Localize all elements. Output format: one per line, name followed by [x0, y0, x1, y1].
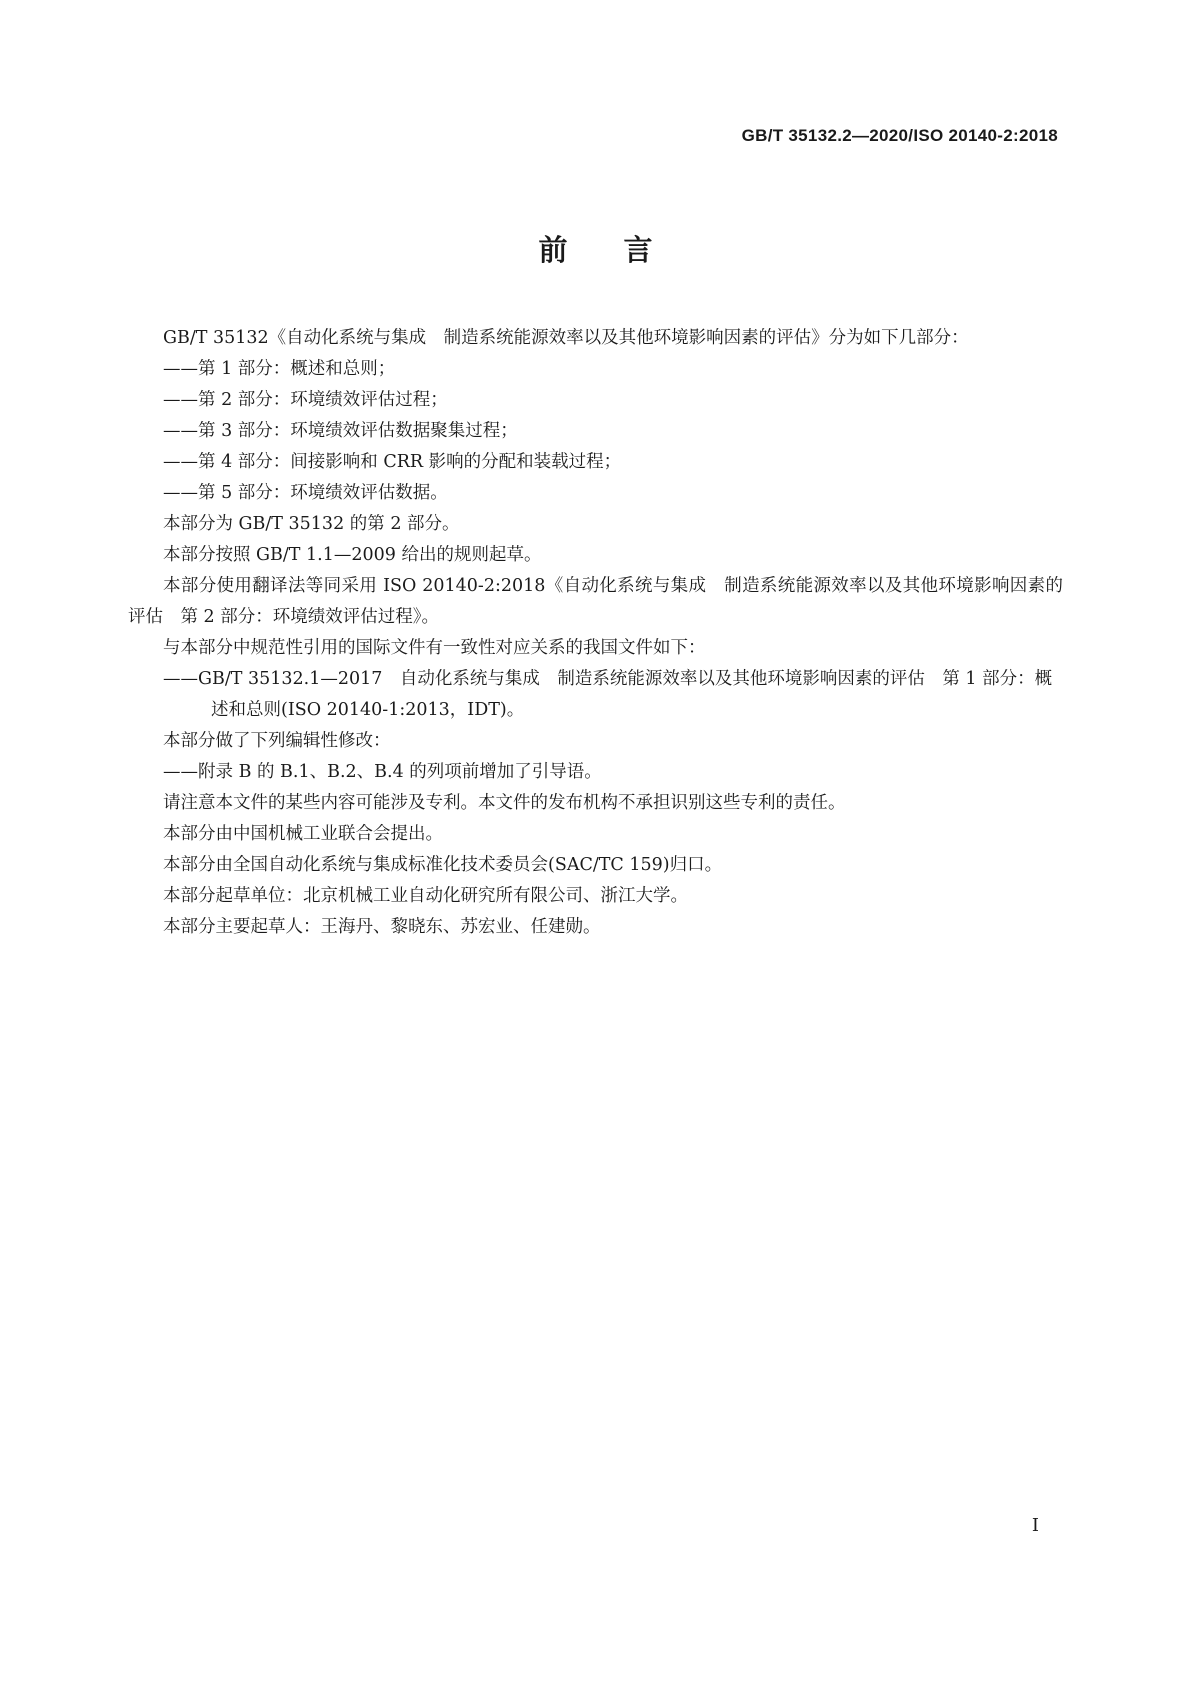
part-list-item: ——第 5 部分：环境绩效评估数据。 [163, 483, 448, 503]
editorial-list-item: ——附录 B 的 B.1、B.2、B.4 的列项前增加了引导语。 [163, 762, 602, 782]
this-part-paragraph: 本部分为 GB/T 35132 的第 2 部分。 [163, 514, 460, 534]
page-title: 前言 [538, 233, 709, 267]
part-list-item: ——第 4 部分：间接影响和 CRR 影响的分配和装载过程； [163, 452, 622, 472]
proposer-paragraph: 本部分由中国机械工业联合会提出。 [163, 824, 443, 844]
part-list-item: ——第 1 部分：概述和总则； [163, 359, 396, 379]
translation-paragraph: 本部分使用翻译法等同采用 ISO 20140-2:2018《自动化系统与集成 制造系统能源效率以及其他环境影响因素的评估 第 2 部分：环境绩效评估过程》。 [128, 576, 1063, 627]
drafting-units-paragraph: 本部分起草单位：北京机械工业自动化研究所有限公司、浙江大学。 [163, 886, 688, 906]
drafting-rules-paragraph: 本部分按照 GB/T 1.1—2009 给出的规则起草。 [163, 545, 542, 565]
part-list-item: ——第 2 部分：环境绩效评估过程； [163, 390, 448, 410]
part-list-item: ——第 3 部分：环境绩效评估数据聚集过程； [163, 421, 518, 441]
foreword-body [128, 323, 1063, 943]
correspondence-intro-paragraph: 与本部分中规范性引用的国际文件有一致性对应关系的我国文件如下： [163, 638, 706, 658]
correspondence-list-item: ——GB/T 35132.1—2017 自动化系统与集成 制造系统能源效率以及其他环境影响因素的评估 第 1 部分：概述和总则(ISO 20140-1:2013，IDT)。 [163, 669, 1053, 720]
intro-paragraph: GB/T 35132《自动化系统与集成 制造系统能源效率以及其他环境影响因素的评估》分为如下几部分： [163, 328, 969, 348]
page-number: I [1031, 1515, 1039, 1536]
centralizer-paragraph: 本部分由全国自动化系统与集成标准化技术委员会(SAC/TC 159)归口。 [163, 855, 723, 875]
editorial-intro-paragraph: 本部分做了下列编辑性修改： [163, 731, 391, 751]
patent-notice-paragraph: 请注意本文件的某些内容可能涉及专利。本文件的发布机构不承担识别这些专利的责任。 [163, 793, 846, 813]
document-code: GB/T 35132.2—2020/ISO 20140-2:2018 [741, 126, 1058, 145]
drafters-paragraph: 本部分主要起草人：王海丹、黎晓东、苏宏业、任建勋。 [163, 917, 601, 937]
